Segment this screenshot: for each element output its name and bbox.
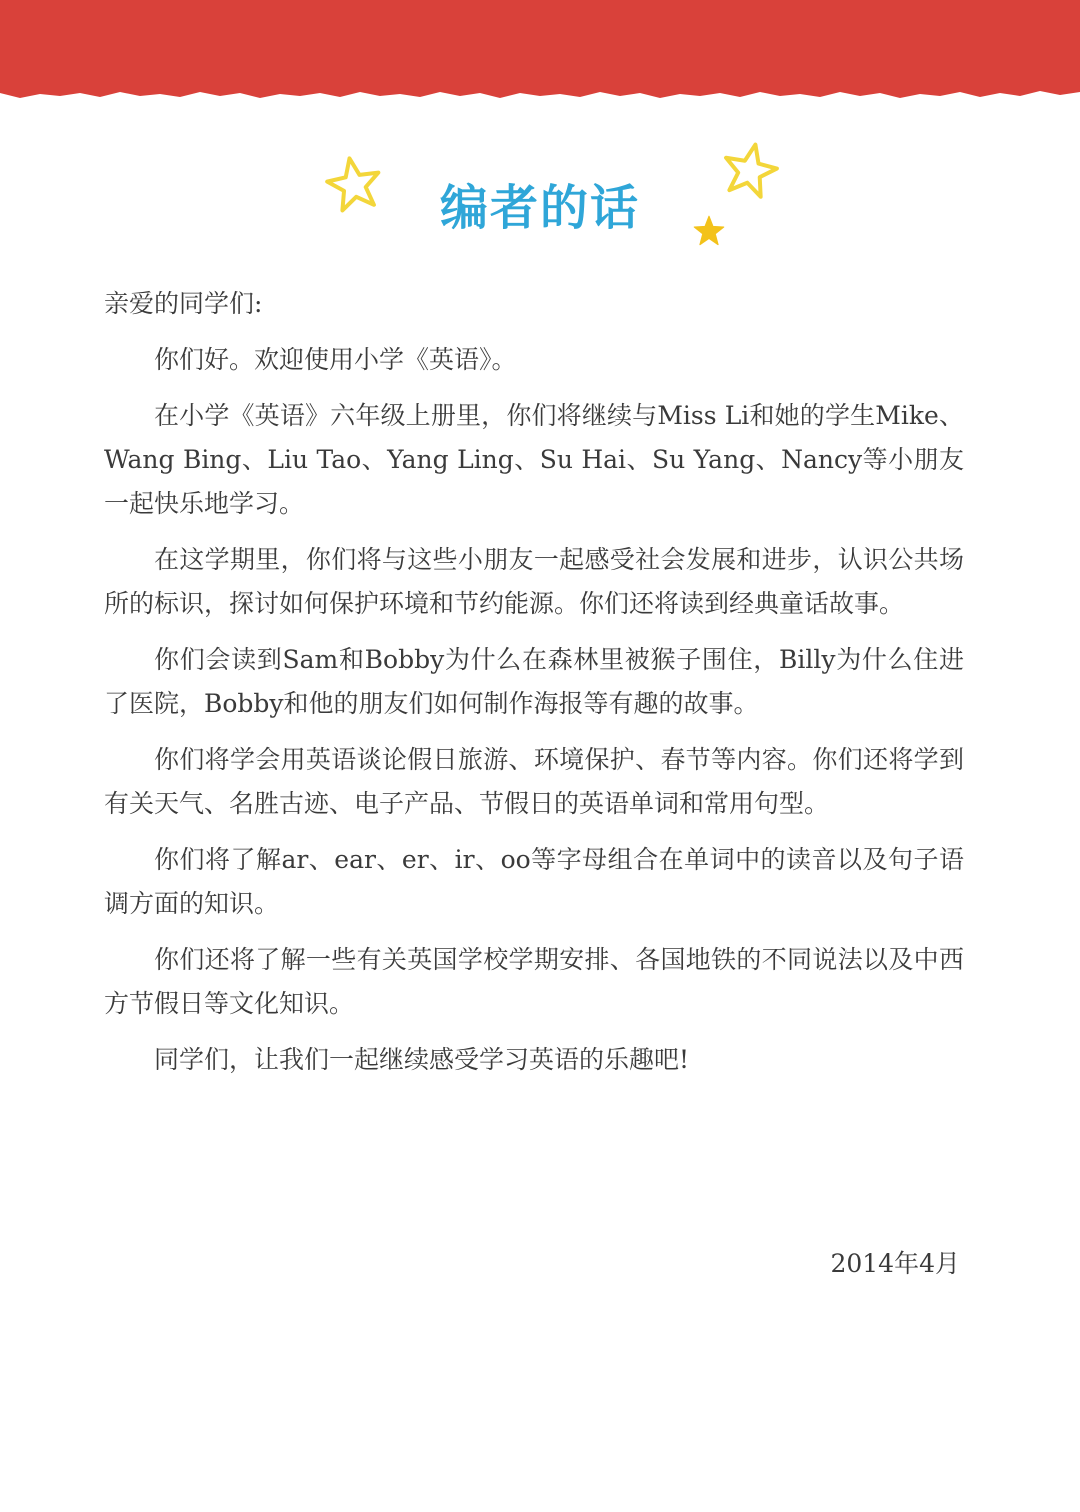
- page-title: 编者的话: [439, 180, 640, 236]
- letter-date: 2014年4月: [830, 1249, 960, 1278]
- top-red-band: [0, 0, 1080, 110]
- paragraph: 同学们，让我们一起继续感受学习英语的乐趣吧!: [154, 1045, 690, 1074]
- paragraph: 你们会读到Sam和Bobby为什么在森林里被猴子围住，Billy为什么住进了医院，Bobby和他的朋友们如何制作海报等有趣的故事。: [104, 645, 964, 718]
- paragraph: 你们还将了解一些有关英国学校学期安排、各国地铁的不同说法以及中西方节假日等文化知识。: [104, 945, 964, 1018]
- torn-paper-edge: [0, 0, 1080, 98]
- paragraph: 在小学《英语》六年级上册里，你们将继续与Miss Li和她的学生Mike、Wang Bing、Liu Tao、Yang Ling、Su Hai、Su Yang、Nancy等小朋友一起快乐地学习。: [104, 401, 964, 518]
- salutation: 亲爱的同学们:: [104, 289, 263, 318]
- paragraph: 在这学期里，你们将与这些小朋友一起感受社会发展和进步，认识公共场所的标识，探讨如何保护环境和节约能源。你们还将读到经典童话故事。: [104, 545, 964, 618]
- title-area: [0, 172, 1080, 244]
- paragraph: 你们将了解ar、ear、er、ir、oo等字母组合在单词中的读音以及句子语调方面的知识。: [104, 845, 964, 918]
- letter-body: [104, 282, 964, 1094]
- paragraph: 你们将学会用英语谈论假日旅游、环境保护、春节等内容。你们还将学到有关天气、名胜古迹、电子产品、节假日的英语单词和常用句型。: [104, 745, 964, 818]
- paragraph: 你们好。欢迎使用小学《英语》。: [154, 345, 517, 374]
